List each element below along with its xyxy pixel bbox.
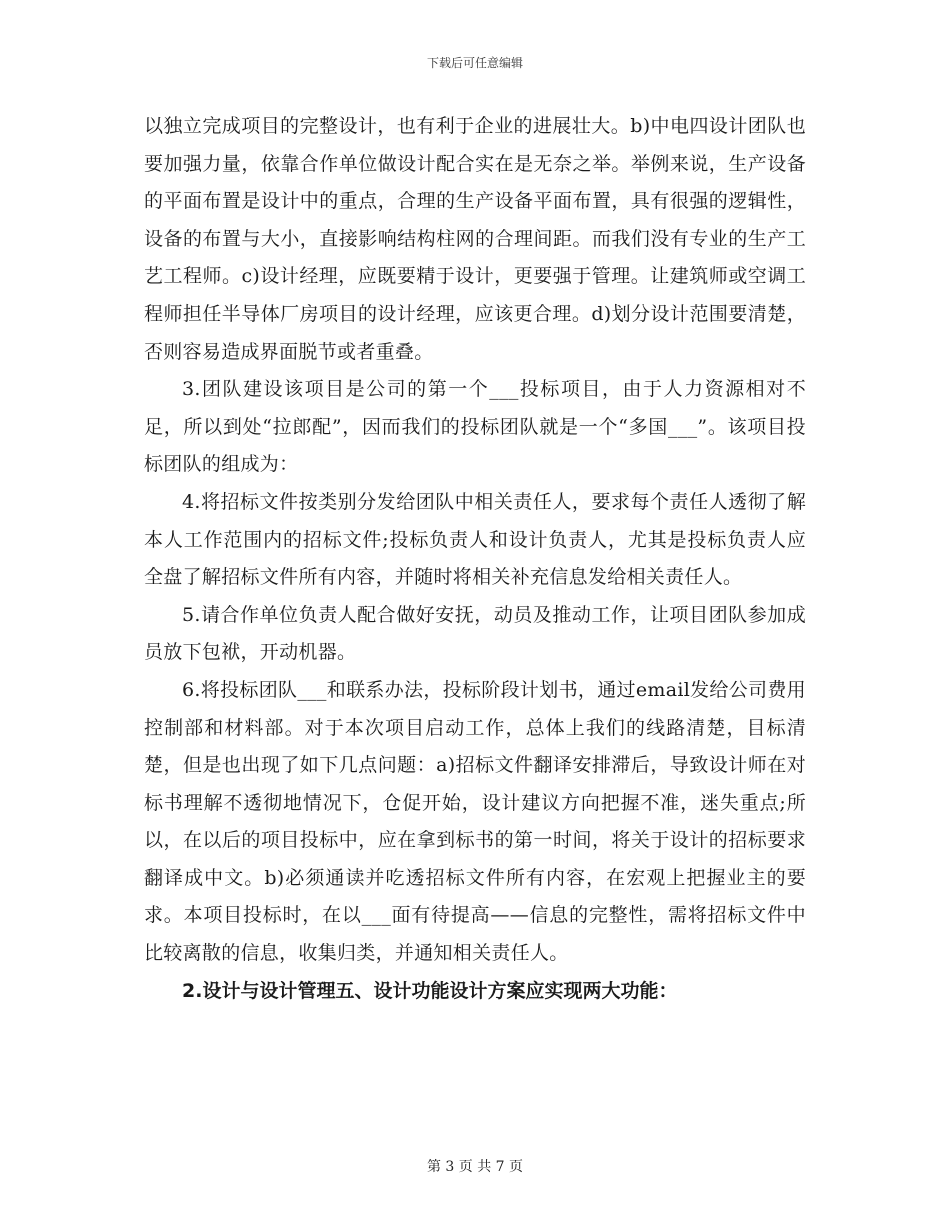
paragraph-distribute-documents: 4.将招标文件按类别分发给团队中相关责任人，要求每个责任人透彻了解本人工作范围内的招标文件;投标负责人和设计负责人，尤其是投标负责人应全盘了解招标文件所有内容，并随时将相关补充信息发给相关责任人。 [144, 490, 806, 589]
paragraph-team-building: 3.团队建设该项目是公司的第一个___投标项目，由于人力资源相对不足，所以到处“拉郎配”，因而我们的投标团队就是一个“多国___”。该项目投标团队的组成为： [144, 378, 806, 476]
paragraph-continuation: 以独立完成项目的完整设计，也有利于企业的进展壮大。b)中电四设计团队也要加强力量，依靠合作单位做设计配合实在是无奈之举。举例来说，生产设备的平面布置是设计中的重点，合理的生产设备平面布置，具有很强的逻辑性，设备的布置与大小，直接影响结构柱网的合理间距。而我们没有专业的生产工艺工程师。c)设计经理，应既要精于设计，更要强于管理。让建筑师或空调工程师担任半导体厂房项目的设计经理，应该更合理。d)划分设计范围要清楚，否则容易造成界面脱节或者重叠。 [144, 115, 806, 363]
document-body [144, 108, 806, 1010]
paragraph-partner-coordination: 5.请合作单位负责人配合做好安抚，动员及推动工作，让项目团队参加成员放下包袱，开动机器。 [144, 603, 806, 664]
page-header: 下载后可任意编辑 [426, 56, 523, 70]
page-number: 第 3 页 共 7 页 [426, 1159, 524, 1175]
section-heading: 2.设计与设计管理五、设计功能设计方案应实现两大功能： [182, 979, 678, 1002]
paragraph-issues: 6.将投标团队___和联系办法，投标阶段计划书，通过email发给公司费用控制部和材料部。对于本次项目启动工作，总体上我们的线路清楚，目标清楚，但是也出现了如下几点问题：a)招标文件翻译安排滞后，导致设计师在对标书理解不透彻地情况下，仓促开始，设计建议方向把握不准，迷失重点;所以，在以后的项目投标中，应在拿到标书的第一时间，将关于设计的招标要求翻译成中文。b)必须通读并吃透招标文件所有内容，在宏观上把握业主的要求。本项目投标时，在以___面有待提高——信息的完整性，需将招标文件中比较离散的信息，收集归类，并通知相关责任人。 [144, 678, 806, 965]
